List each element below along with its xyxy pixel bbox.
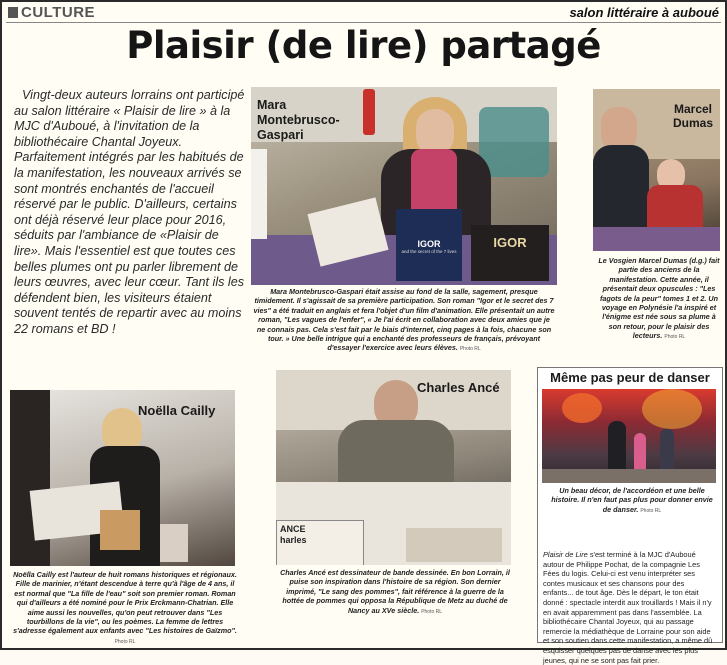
- rubric-label: CULTURE: [21, 4, 96, 21]
- event-label: salon littéraire à auboué: [569, 5, 719, 20]
- name-label-noella: Noëlla Cailly: [138, 403, 216, 418]
- story-text: s'est terminé à la MJC d'Auboué autour de Philippe Pochat, de la compagnie Les Fées du logis. Celui-ci est venu interpréter ses contes musicaux et ses chansons pour des enfants... de tout âge. Dès le départ, le ton était donné : spectacle interdit aux trouillards ! Mais il n'y en avait apparemment pas dans l'assemblée. La bibliothécaire Chantal Joyeux, qui au passage remercie la médiathèque de Lorraine pour son aide et son soutien dans cette manifestation, a même dû esquisser quelques pas de danse avec les plus jeunes, qui ne se sont pas fait prier.: [543, 550, 713, 665]
- book-igor-1: IGOR and the secret of the 7 lives: [396, 209, 462, 281]
- rubric-square-icon: [8, 7, 18, 18]
- caption-noella: [10, 570, 240, 647]
- fire-extinguisher-shape: [363, 89, 375, 135]
- caption-noella-text: Noëlla Cailly est l'auteur de huit romans historiques et régionaux. Fille de marinier, n'étant descendue à terre qu'à l'âge de 4 ans, il est normal que "La fille de l'eau" soit son premier roman. Roman qui d'ailleurs a été nominé pour le Prix Erckmann-Chatrian. Elle aime aussi les nouvelles, qu'on peut retrouver dans "Les tourbillons de la vie", ou les poèmes. La femme de lettres s'adresse également aux enfants avec "Les histoires de Gaïzmo".: [13, 570, 237, 636]
- name-label-marcel: Marcel Dumas: [672, 102, 713, 130]
- intro-text: Vingt-deux auteurs lorrains ont participé au salon littéraire « Plaisir de lire » à la MJC d'Auboué, à l'invitation de la bibliothécaire Chantal Joyeux. Parfaitement intégrés par les habitués de la manifestation, les nouveaux arrivés se sont montrés enchantés de l'accueil réservé par le public. D'ailleurs, certains ont déjà réservé leur place pour 2016, séduits par l'ambiance de «Plaisir de lire». Mais l'essentiel est que toutes ces belles plumes ont pu parler librement de leurs œuvres, avec leur cœur. Tant ils les défendent bien, les visiteurs étaient souvent tentés de repartir avec au moins 22 romans et BD !: [14, 88, 245, 336]
- name-label-charles: Charles Ancé: [417, 380, 500, 395]
- section-rubric: [8, 4, 95, 21]
- caption-marcel-text: Le Vosgien Marcel Dumas (d.g.) fait partie des anciens de la manifestation. Cette année, il présentait deux opuscules : "Les fagots de la peur" tomes 1 et 2. Un voyage en Polynésie l'a inspiré et l'énigme est née sous sa plume à son retour, pour le plaisir des lecteurs.: [598, 256, 720, 341]
- sidebar-story: [543, 550, 715, 665]
- page-title: Plaisir (de lire) partagé: [126, 24, 601, 67]
- photo-credit: Photo RL: [114, 638, 136, 645]
- caption-dance: [548, 486, 716, 516]
- caption-charles-text: Charles Ancé est dessinateur de bande dessinée. En bon Lorrain, il puise son inspiration dans l'histoire de sa région. Son dernier imprimé, "Le sang des pommes", fait référence à la guerre de la hottée de pommes qui opposa la République de Metz au duché de Nancy au XVe siècle.: [280, 568, 510, 615]
- photo-credit: Photo RL: [640, 507, 662, 514]
- comic-cover: ANCE harles: [276, 520, 364, 565]
- photo-credit: Photo RL: [421, 608, 443, 615]
- book-igor-2: IGOR: [471, 225, 549, 281]
- caption-mara-text: Mara Montebrusco-Gaspari était assise au fond de la salle, sagement, presque timidement. Il s'agissait de sa première participation. Son roman "Igor et le secret des 7 vies" a été traduit en anglais et fera l'objet d'un film d'animation. Elle présentait un autre roman, "Les vagues de l'enfer", « Je l'ai écrit en collaboration avec deux amies que je ne connais pas. Cela s'est fait par le biais d'internet, cinq pages à la fois, chacune son tour. » Une belle intrigue qui a enchanté des professeurs de français, prévoyant d'essayer l'exercice avec leurs élèves.: [253, 287, 555, 353]
- story-lead: Plaisir de Lire: [543, 550, 588, 559]
- name-label-mara: Mara Montebrusco-Gaspari: [257, 98, 340, 142]
- caption-mara: [253, 287, 555, 355]
- caption-charles: [279, 568, 511, 617]
- caption-dance-text: Un beau décor, de l'accordéon et une belle histoire. Il n'en faut pas plus pour donner envie de danser.: [551, 486, 713, 514]
- header-rule: [6, 22, 721, 23]
- caption-marcel: [596, 256, 722, 343]
- intro-paragraph: [14, 88, 246, 338]
- photo-charles: [276, 370, 511, 565]
- photo-dance: [542, 389, 716, 483]
- sidebar-title: Même pas peur de danser: [550, 370, 710, 385]
- photo-credit: Photo RL: [459, 346, 481, 353]
- photo-credit: Photo RL: [664, 334, 686, 341]
